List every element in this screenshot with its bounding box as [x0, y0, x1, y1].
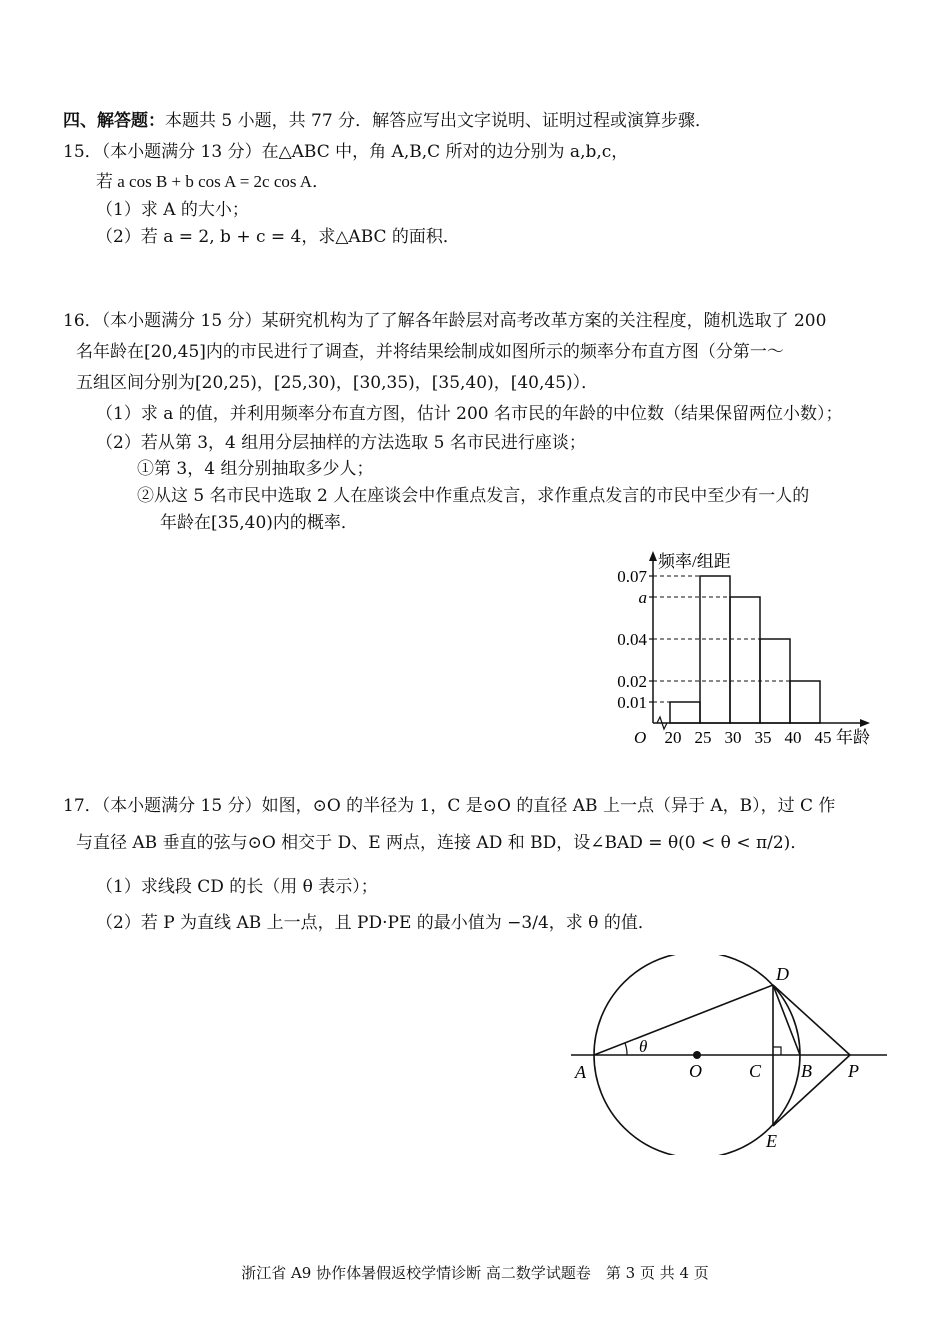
y-tick-label: a	[638, 588, 647, 607]
section-title: 四、解答题：	[63, 111, 165, 131]
q16-sub2b: 年龄在[35,40)内的概率．	[160, 513, 358, 533]
label-b: B	[801, 1061, 812, 1081]
y-tick-label: 0.01	[617, 693, 647, 712]
segment-ad	[594, 985, 773, 1055]
label-a: A	[575, 1062, 586, 1082]
y-axis-label: 频率/组距	[658, 552, 731, 571]
page-footer: 浙江省 A9 协作体暑假返校学情诊断 高二数学试题卷 第 3 页 共 4 页	[241, 1264, 709, 1282]
circle-figure	[565, 955, 900, 1155]
q15-part2: （2）若 a = 2, b + c = 4，求△ABC 的面积．	[96, 227, 460, 247]
q16-sub2a: ②从这 5 名市民中选取 2 人在座谈会中作重点发言，求作重点发言的市民中至少有一人的	[137, 486, 810, 506]
q17-part2: （2）若 P 为直线 AB 上一点，且 PD·PE 的最小值为 −3/4，求 θ 的值．	[96, 913, 655, 933]
x-tick-label: 20	[664, 728, 682, 747]
y-axis-arrow	[649, 551, 657, 561]
q15-line1: 15．（本小题满分 13 分）在△ABC 中，角 A,B,C 所对的边分别为 a,b,c，	[63, 142, 629, 162]
x-tick-label: 25	[694, 728, 712, 747]
center-point	[693, 1051, 701, 1059]
q16-line3: 五组区间分别为[20,25)，[25,30)，[30,35)，[35,40)，[40,45)）．	[76, 373, 599, 393]
q17-line2: 与直径 AB 垂直的弦与⊙O 相交于 D、E 两点，连接 AD 和 BD，设∠BAD = θ(0 < θ < π/2)．	[76, 833, 808, 853]
y-tick-label: 0.02	[617, 672, 647, 691]
label-d: D	[776, 964, 789, 984]
x-tick-label: 45	[814, 728, 832, 747]
frequency-histogram	[600, 545, 890, 755]
q16-line2: 名年龄在[20,45]内的市民进行了调查，并将结果绘制成如图所示的频率分布直方图（分第一～	[76, 342, 784, 362]
y-tick-label: 0.07	[617, 567, 647, 586]
q16-part1: （1）求 a 的值，并利用频率分布直方图，估计 200 名市民的年龄的中位数（结果保留两位小数）；	[96, 404, 843, 424]
segment-pd	[773, 985, 850, 1055]
q16-line1: 16．（本小题满分 15 分）某研究机构为了了解各年龄层对高考改革方案的关注程度，随机选取了 200	[63, 311, 827, 331]
angle-theta-arc	[625, 1043, 627, 1055]
label-p: P	[848, 1061, 859, 1081]
bar-[40,45)	[790, 681, 820, 723]
q16-sub1: ①第 3，4 组分别抽取多少人；	[137, 459, 374, 479]
origin-label: O	[634, 728, 647, 747]
label-o: O	[689, 1061, 702, 1081]
q17-line1: 17．（本小题满分 15 分）如图，⊙O 的半径为 1，C 是⊙O 的直径 AB 上一点（异于 A，B），过 C 作	[63, 796, 836, 816]
y-tick-label: 0.04	[617, 630, 647, 649]
segment-bd	[773, 985, 800, 1055]
x-axis-label: 年龄	[836, 728, 870, 747]
label-theta: θ	[639, 1037, 648, 1056]
x-axis-arrow	[860, 719, 870, 727]
x-tick-label: 30	[724, 728, 742, 747]
label-e: E	[766, 1131, 777, 1151]
bar-[20,25)	[670, 702, 700, 723]
section-heading	[63, 110, 712, 132]
bar-[30,35)	[730, 597, 760, 723]
q17-part1: （1）求线段 CD 的长（用 θ 表示）；	[96, 877, 378, 897]
x-tick-label: 40	[784, 728, 802, 747]
q16-part2: （2）若从第 3，4 组用分层抽样的方法选取 5 名市民进行座谈；	[96, 433, 586, 453]
x-tick-label: 35	[754, 728, 772, 747]
label-c: C	[749, 1061, 762, 1081]
q15-line2: 若 a cos B + b cos A = 2c cos A．	[96, 172, 330, 191]
q15-part1: （1）求 A 的大小；	[96, 200, 249, 220]
bar-[25,30)	[700, 576, 730, 723]
section-instructions: 本题共 5 小题，共 77 分．解答应写出文字说明、证明过程或演算步骤．	[165, 111, 713, 131]
right-angle-mark	[773, 1047, 781, 1055]
